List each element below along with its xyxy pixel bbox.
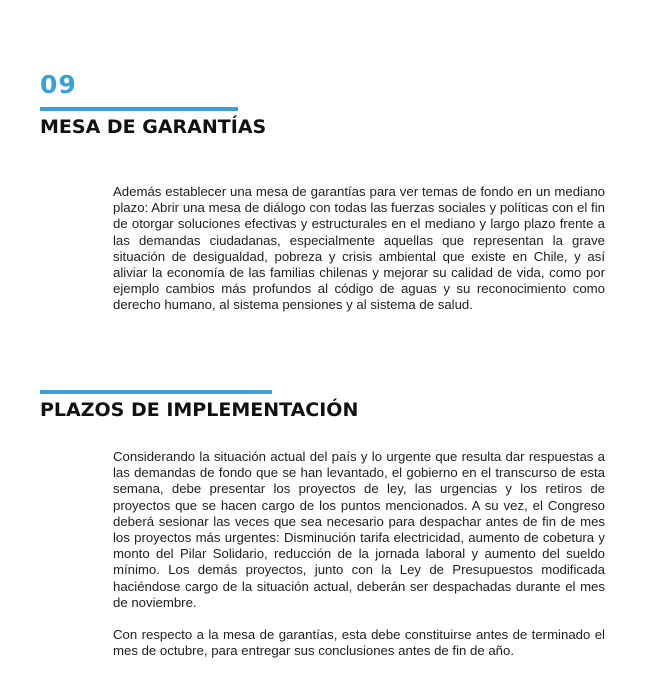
mesa-de-garantias-paragraph: Además establecer una mesa de garantías para ver temas de fondo en un mediano plazo: Abrir una mesa de diálogo con todas las fuerzas sociales y políticas con el fin de otorgar soluciones efectivas y estructurales en el mediano y largo plazo frente a las demandas ciudadanas, especialmente aquellas que representan la grave situación de desigualdad, pobreza y crisis ambiental que existe en Chile, y así aliviar la economía de las familias chilenas y mejorar su calidad de vida, como por ejemplo cambios más profundos al código de aguas y su reconocimiento como derecho humano, al sistema pensiones y al sistema de salud. (113, 184, 605, 313)
section-heading-plazos-de-implementacion: PLAZOS DE IMPLEMENTACIÓN (40, 399, 359, 421)
plazos-paragraph-1: Considerando la situación actual del país y lo urgente que resulta dar respuestas a las demandas de fondo que se han levantado, el gobierno en el transcurso de esta semana, debe presentar los proyectos de ley, las urgencias y los retiros de proyectos que se hacen cargo de los puntos mencionados. A su vez, el Congreso deberá sesionar las veces que sea necesario para despachar antes de fin de mes los proyectos más urgentes: Disminución tarifa electricidad, aumento de cobetura y monto del Pilar Solidario, reducción de la jornada laboral y aumento del sueldo mínimo. Los demás proyectos, junto con la Ley de Presupuestos modificada haciéndose cargo de la situación actual, deberán ser despachadas durante el mes de noviembre. (113, 449, 605, 610)
section-number: 09 (40, 70, 77, 99)
section-divider-rule (40, 107, 238, 111)
section-divider-rule (40, 390, 272, 394)
plazos-paragraph-2: Con respecto a la mesa de garantías, esta debe constituirse antes de terminado el mes de octubre, para entregar sus conclusiones antes de fin de año. (113, 627, 605, 659)
section-heading-mesa-de-garantias: MESA DE GARANTÍAS (40, 116, 267, 138)
